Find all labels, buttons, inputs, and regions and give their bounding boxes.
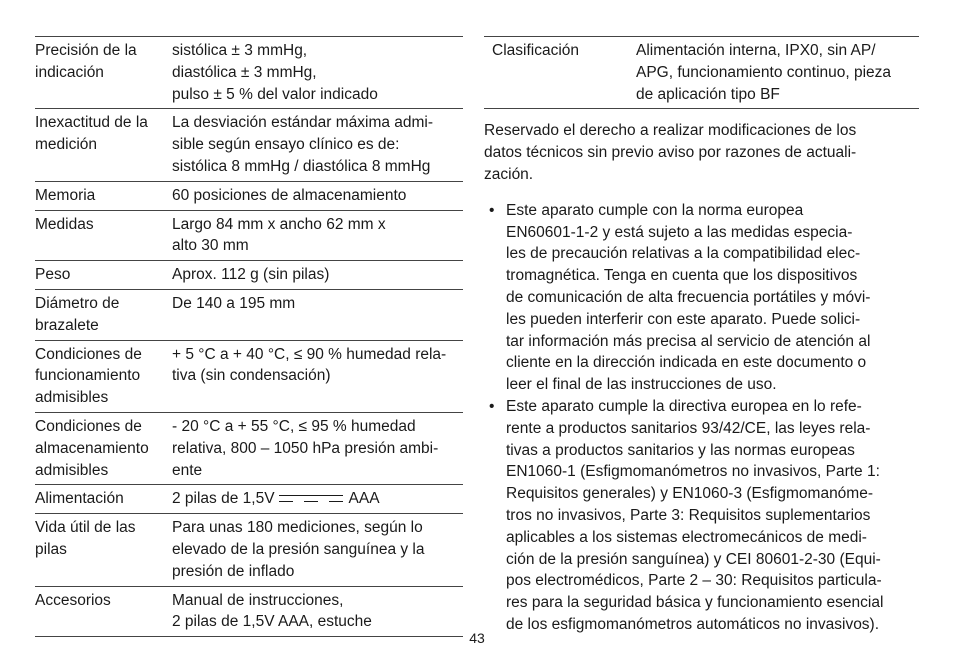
spec-value-text: AAA [348, 490, 380, 508]
spec-label-line: Peso [35, 266, 71, 284]
spec-label-line: Medidas [35, 215, 94, 233]
spec-value-line: Alimentación interna, IPX0, sin AP/ [636, 42, 876, 59]
paragraph-line: Reservado el derecho a realizar modificaciones de los [484, 122, 857, 140]
spec-label [35, 261, 172, 290]
spec-label-line: Inexactitud de la [35, 114, 148, 132]
classification-table [484, 36, 919, 109]
spec-label [35, 412, 172, 484]
spec-row [35, 181, 463, 210]
bullet-line: de comunicación de alta frecuencia portátiles y móvi- [506, 288, 871, 306]
bullet-line: Requisitos generales) y EN1060-3 (Esfigmomanóme- [506, 485, 873, 503]
spec-row [35, 109, 463, 181]
spec-label-line: brazalete [35, 316, 99, 334]
bullet-line: tivas a productos sanitarios y las normas europeas [506, 441, 855, 459]
spec-row [35, 37, 463, 109]
spec-value [172, 289, 463, 340]
bullet-line: de los esfigmomanómetros automáticos no invasivos). [506, 615, 880, 633]
spec-label-line: almacenamiento [35, 439, 149, 457]
spec-value [172, 340, 463, 412]
bullet-marker: • [489, 201, 495, 219]
bullet-line: pos electromédicos, Parte 2 – 30: Requisitos particula- [506, 572, 882, 590]
bullet-line: tromagnética. Tenga en cuenta que los dispositivos [506, 267, 858, 285]
paragraph-line: zación. [484, 165, 534, 183]
spec-value-line: De 140 a 195 mm [172, 294, 296, 312]
spec-label [35, 37, 172, 109]
spec-value-line: Aprox. 112 g (sin pilas) [172, 266, 330, 284]
spec-value [172, 37, 463, 109]
spec-row [484, 37, 919, 109]
spec-value [172, 261, 463, 290]
spec-value-line: - 20 °C a + 55 °C, ≤ 95 % humedad [172, 417, 416, 435]
spec-value-line: relativa, 800 – 1050 hPa presión ambi- [172, 439, 439, 457]
dc-dash-line [304, 501, 318, 503]
spec-label [35, 485, 172, 514]
spec-value-line: sistólica 8 mmHg / diastólica 8 mmHg [172, 157, 431, 175]
left-column [35, 36, 463, 637]
dc-solid-line [279, 495, 343, 497]
spec-value-line: ente [172, 461, 203, 479]
spec-value-line: + 5 °C a + 40 °C, ≤ 90 % humedad rela- [172, 345, 447, 363]
spec-value [172, 514, 463, 586]
bullet-item [484, 396, 919, 636]
spec-row [35, 210, 463, 261]
spec-row [35, 340, 463, 412]
spec-label-line: Condiciones de [35, 417, 142, 435]
spec-row [35, 485, 463, 514]
reserved-rights-paragraph [484, 120, 919, 185]
spec-value-line: APG, funcionamiento continuo, pieza [636, 63, 892, 81]
bullet-line: aplicables a los sistemas electromecánicos de medi- [506, 528, 867, 546]
spec-value [172, 210, 463, 261]
bullet-marker: • [489, 397, 495, 415]
spec-value [636, 37, 919, 109]
spec-label-line: medición [35, 136, 98, 154]
spec-value [172, 412, 463, 484]
page-number: 43 [469, 630, 485, 646]
bullet-line: leer el final de las instrucciones de uso. [506, 376, 777, 394]
spec-value-line: elevado de la presión sanguínea y la [172, 540, 425, 558]
spec-label-line: admisibles [35, 389, 109, 407]
bullet-line: tros no invasivos, Parte 3: Requisitos suplementarios [506, 506, 871, 524]
compliance-bullet-list [484, 200, 919, 636]
spec-value-line: La desviación estándar máxima admi- [172, 114, 434, 132]
spec-value-line: diastólica ± 3 mmHg, [172, 63, 317, 81]
technical-data-table [35, 36, 463, 637]
spec-value-line: 2 pilas de 1,5V AAA, estuche [172, 613, 372, 631]
spec-value-line: sistólica ± 3 mmHg, [172, 42, 308, 59]
bullet-line: Este aparato cumple con la norma europea [506, 201, 804, 219]
bullet-line: ción de la presión sanguínea) y CEI 80601-2-30 (Equi- [506, 550, 881, 568]
spec-label-line: Vida útil de las [35, 519, 136, 537]
spec-label-line: Alimentación [35, 490, 124, 508]
spec-row [35, 261, 463, 290]
spec-label-line: Clasificación [492, 42, 580, 59]
bullet-line: res para la seguridad básica y funcionamiento esencial [506, 594, 884, 612]
spec-value-line [172, 488, 463, 510]
spec-value-text: 2 pilas de 1,5V [172, 490, 275, 508]
spec-label-line: Precisión de la [35, 42, 137, 59]
spec-value-line: Manual de instrucciones, [172, 591, 344, 609]
spec-value-line: Largo 84 mm x ancho 62 mm x [172, 215, 386, 233]
spec-label-line: pilas [35, 540, 67, 558]
spec-value-line: 60 posiciones de almacenamiento [172, 186, 407, 204]
bullet-line: rente a productos sanitarios 93/42/CE, las leyes rela- [506, 419, 871, 437]
dc-dash-line [279, 501, 293, 503]
spec-label-line: Memoria [35, 186, 96, 204]
spec-label [484, 37, 636, 109]
spec-label [35, 289, 172, 340]
spec-label [35, 109, 172, 181]
spec-label-line: Accesorios [35, 591, 111, 609]
spec-row [35, 514, 463, 586]
bullet-line: les pueden interferir con este aparato. Puede solici- [506, 310, 861, 328]
spec-value [172, 181, 463, 210]
spec-value-line: tiva (sin condensación) [172, 367, 331, 385]
spec-label-line: admisibles [35, 461, 109, 479]
spec-value-line: alto 30 mm [172, 237, 249, 255]
bullet-line: Este aparato cumple la directiva europea en lo refe- [506, 397, 862, 415]
spec-value-line: Para unas 180 mediciones, según lo [172, 519, 423, 537]
bullet-line: EN60601-1-2 y está sujeto a las medidas especia- [506, 223, 853, 241]
spec-label-line: Diámetro de [35, 294, 120, 312]
spec-label [35, 514, 172, 586]
paragraph-line: datos técnicos sin previo aviso por razones de actuali- [484, 144, 857, 162]
bullet-line: EN1060-1 (Esfigmomanómetros no invasivos, Parte 1: [506, 463, 880, 481]
spec-label-line: funcionamiento [35, 367, 141, 385]
bullet-line: tar información más precisa al servicio de atención al [506, 332, 871, 350]
bullet-item [484, 200, 919, 396]
spec-label-line: indicación [35, 63, 104, 81]
spec-row [35, 412, 463, 484]
bullet-line: les de precaución relativas a la compatibilidad elec- [506, 245, 861, 263]
spec-label [35, 340, 172, 412]
spec-value-line: sible según ensayo clínico es de: [172, 136, 400, 154]
spec-label-line: Condiciones de [35, 345, 142, 363]
spec-label [35, 210, 172, 261]
spec-row [35, 289, 463, 340]
spec-value-line: pulso ± 5 % del valor indicado [172, 85, 378, 103]
right-column [484, 36, 919, 636]
direct-current-icon [279, 494, 343, 505]
spec-label [35, 181, 172, 210]
bullet-line: cliente en la dirección indicada en este documento o [506, 354, 867, 372]
spec-value [172, 485, 463, 514]
dc-dash-line [329, 501, 343, 503]
spec-value-line: presión de inflado [172, 562, 295, 580]
spec-value [172, 109, 463, 181]
spec-value-line: de aplicación tipo BF [636, 85, 780, 103]
